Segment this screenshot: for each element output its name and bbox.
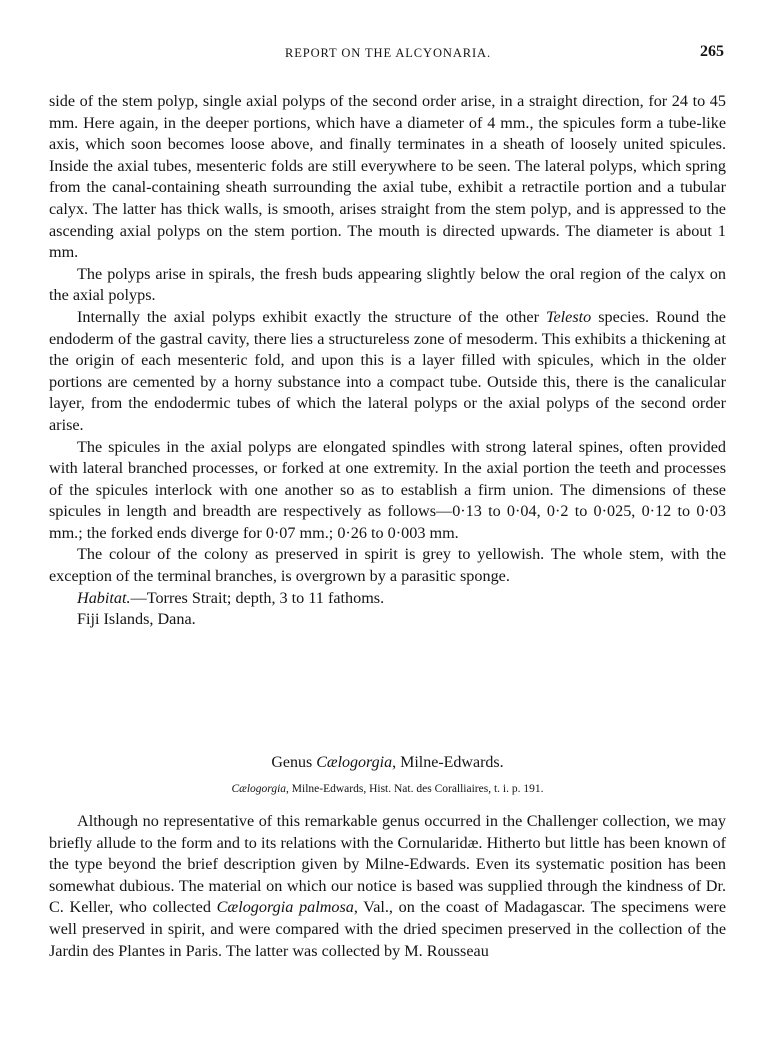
paragraph-axial-polyps: side of the stem polyp, single axial polyps of the second order arise, in a straight direction, for 24 to 45 mm. Here again, in the deeper portions, which have a diameter of 4 mm., the spicules form a tube-like axis, which soon becomes loose above, and finally terminates in a sheath of loosely united spicules. Inside the axial tubes, mesenteric folds are still everywhere to be seen. The lateral polyps, which spring from the canal-containing sheath surrounding the axial tube, exhibit a retractile portion and a tubular calyx. The latter has thick walls, is smooth, arises straight from the stem polyp, and is appressed to the ascending axial polyps on the stem portion. The mouth is directed upwards. The diameter is about 1 mm. bbox=[49, 92, 726, 262]
structure-text-end: species. Round the endoderm of the gastral cavity, there lies a structureless zone of mesoderm. This exhibits a thickening at the origin of each mesenteric fold, and upon this is a layer filled with spicules, which in the older portions are cemented by a horny substance into a compact tube. Outside this, there is the canalicular layer, from the endodermic tubes of which the lateral polyps or the axial polyps of the second order arise. bbox=[49, 307, 726, 434]
habitat-label: Habitat. bbox=[77, 588, 131, 607]
genus-telesto: Telesto bbox=[545, 307, 592, 326]
coelogorgia-text-end: , Val., on the coast of Madagascar. The specimens were well preserved in spirit, and were compared with the dried specimen preserved in the collection of the Jardin des Plantes in Paris. The latter was collected by M. Rousseau bbox=[49, 898, 727, 960]
page-number: 265 bbox=[700, 43, 724, 60]
paragraph-spirals: The polyps arise in spirals, the fresh buds appearing slightly below the oral region of the calyx on the axial polyps. bbox=[49, 264, 726, 305]
genus-ref-name: Cælogorgia bbox=[231, 783, 287, 795]
genus-heading bbox=[49, 752, 726, 774]
genus-ref-text: , Milne-Edwards, Hist. Nat. des Coralliaires, t. i. p. 191. bbox=[286, 783, 544, 795]
coelogorgia-text-start: Although no representative of this remarkable genus occurred in the Challenger collection, we may briefly allude to the form and to its relations with the Cornularidæ. Hitherto but little has been known of the type beyond the brief description given by Milne-Edwards. Even its systematic position has been somewhat dubious. The material on which our notice is based was supplied through the kindness of Dr. C. Keller, who collected bbox=[49, 812, 726, 917]
structure-text-start: Internally the axial polyps exhibit exactly the structure of the other bbox=[77, 307, 546, 326]
paragraph-colour: The colour of the colony as preserved in spirit is grey to yellowish. The whole stem, with the exception of the terminal branches, is overgrown by a parasitic sponge. bbox=[49, 545, 726, 586]
species-name: Cælogorgia palmosa bbox=[216, 898, 354, 917]
genus-name: Cælogorgia bbox=[316, 754, 393, 771]
body-text bbox=[49, 91, 726, 631]
paragraph-spicules: The spicules in the axial polyps are elongated spindles with strong lateral spines, often provided with lateral branched processes, or forked at one extremity. In the axial portion the teeth and processes of the spicules interlock with one another so as to establish a firm union. The dimensions of these spicules in length and breadth are respectively as follows—0·13 to 0·04, 0·2 to 0·025, 0·12 to 0·03 mm.; the forked ends diverge for 0·07 mm.; 0·26 to 0·003 mm. bbox=[49, 437, 726, 542]
genus-section bbox=[49, 752, 726, 962]
habitat-line bbox=[49, 588, 726, 610]
fiji-line: Fiji Islands, Dana. bbox=[77, 610, 196, 629]
running-title: REPORT ON THE ALCYONARIA. bbox=[284, 46, 492, 60]
genus-reference bbox=[49, 781, 726, 797]
genus-authority: , Milne-Edwards. bbox=[392, 754, 504, 771]
habitat-text: —Torres Strait; depth, 3 to 11 fathoms. bbox=[130, 588, 385, 607]
paragraph-coelogorgia bbox=[49, 811, 726, 962]
paragraph-structure bbox=[49, 307, 726, 437]
genus-prefix: Genus bbox=[271, 754, 317, 771]
